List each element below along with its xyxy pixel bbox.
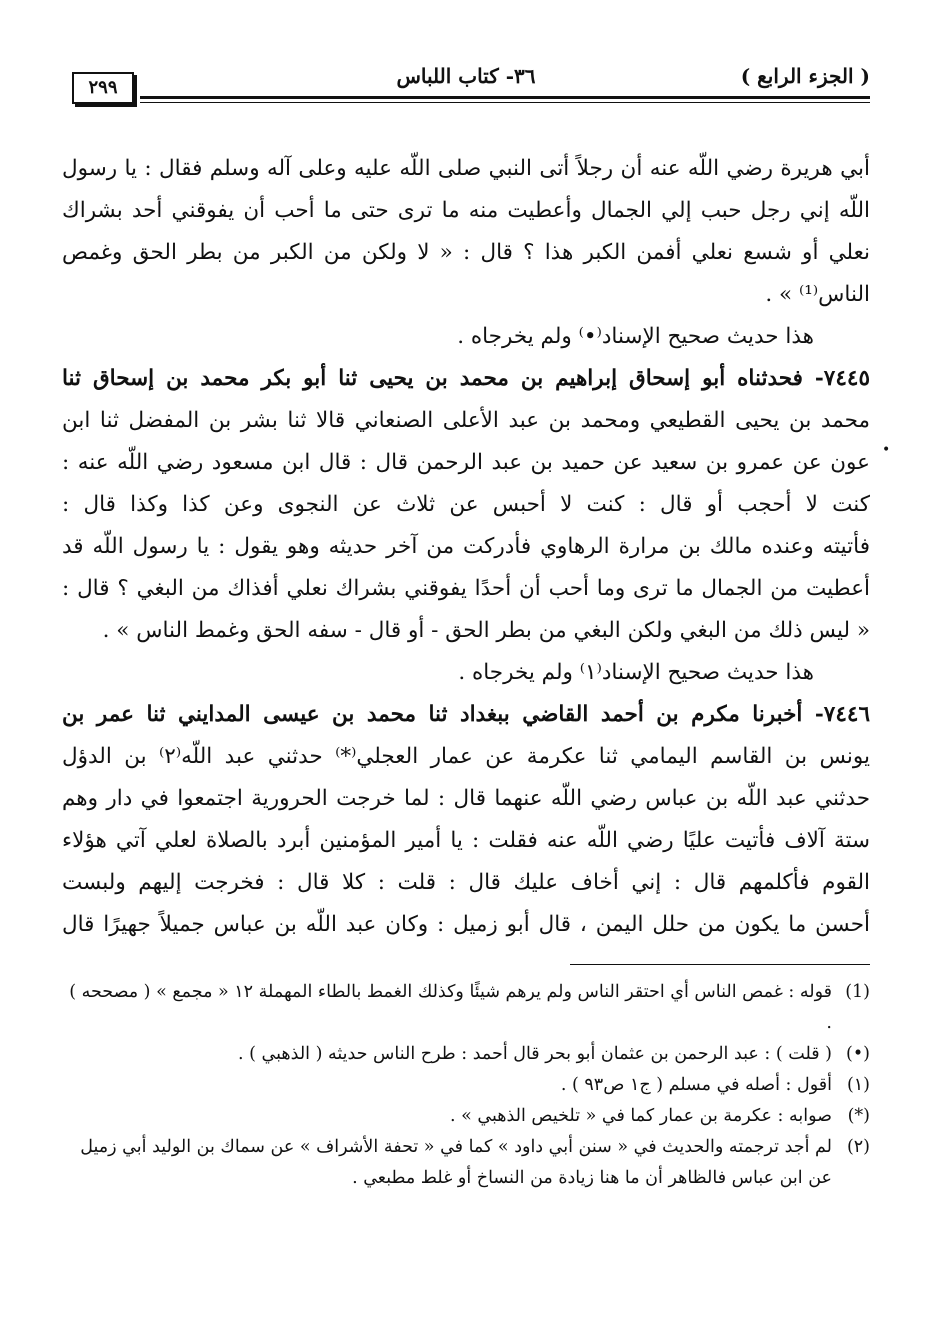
- text-line: يونس بن القاسم اليمامي ثنا عكرمة عن عمار العجلي⁽*⁾ حدثني عبد اللّه⁽٢⁾ بن الدؤل: [62, 744, 870, 769]
- footnote-mark: (•): [846, 1044, 870, 1064]
- text-line: أعطيت من الجمال ما ترى وما أحب أن أحدًا يفوقني بشراك نعلي أفذاك من البغي ؟ قال :: [62, 576, 870, 601]
- text-line: هذا حديث صحيح الإسناد⁽•⁾ ولم يخرجاه .: [457, 324, 814, 349]
- footnote-mark: (١): [846, 1075, 870, 1095]
- footnote: [62, 977, 870, 1039]
- chapter-title: ٣٦- كتاب اللباس: [396, 64, 536, 88]
- text-line: كنت لا أحجب أو قال : كنت لا أحبس عن ثلاث عن النجوى وعن كذا وكذا قال :: [62, 492, 870, 517]
- text-line: هذا حديث صحيح الإسناد⁽١⁾ ولم يخرجاه .: [458, 660, 814, 685]
- page-number-box: ٢٩٩: [72, 72, 134, 104]
- footnote-mark: (٢): [846, 1137, 870, 1157]
- text-line: الناس⁽¹⁾ » .: [765, 282, 870, 307]
- footnote-mark: (*): [847, 1106, 870, 1126]
- footnote-text: قوله : غمص الناس أي احتقر الناس ولم يرهم شيئًا وكذلك الغمط بالطاء المهملة ١٢ « مجمع » ( مصححه ) .: [69, 982, 832, 1033]
- footnote: [62, 1132, 870, 1194]
- volume-label: ( الجزء الرابع ): [740, 64, 870, 88]
- text-line: اللّه إني رجل حبب إلي الجمال وأعطيت منه ما ترى حتى ما أحب أن يفوقني أحد بشراك: [62, 198, 870, 223]
- text-line: حدثني عبد اللّه بن عباس رضي اللّه عنهما قال : لما خرجت الحرورية اجتمعوا في دار وهم: [62, 786, 870, 811]
- footnote-separator: [570, 964, 870, 965]
- footnote: [62, 1070, 870, 1101]
- main-text: [62, 148, 870, 946]
- footnote-text: أقول : أصله في مسلم ( ج١ ص٩٣ ) .: [560, 1075, 832, 1095]
- text-line: القوم فأكلمهم قال : إني أخاف عليك قال : قلت : كلا قال : فخرجت إليهم ولبست: [62, 870, 870, 895]
- text-line: « ليس ذلك من البغي ولكن البغي من بطر الحق - أو قال - سفه الحق وغمط الناس » .: [102, 618, 870, 643]
- margin-dot: •: [882, 442, 891, 458]
- footnotes: [62, 977, 870, 1194]
- text-line: محمد بن يحيى القطيعي ومحمد بن عبد الأعلى الصنعاني قالا ثنا بشر بن المفضل ثنا ابن: [62, 408, 870, 433]
- footnote: [62, 1101, 870, 1132]
- text-line: نعلي أو شسع نعلي أفمن الكبر هذا ؟ قال : « لا ولكن من الكبر من بطر الحق وغمص: [62, 240, 870, 265]
- text-line: أحسن ما يكون من حلل اليمن ، قال أبو زميل : وكان عبد اللّه بن عباس جميلاً جهيرًا قال: [62, 912, 870, 937]
- text-line: فأتيته وعنده مالك بن مرارة الرهاوي فأدركت من آخر حديثه وهو يقول : يا رسول اللّه قد: [62, 534, 870, 559]
- hadith-7445-start: ٧٤٤٥- فحدثناه أبو إسحاق إبراهيم بن محمد بن يحيى ثنا أبو بكر محمد بن إسحاق ثنا: [62, 366, 870, 391]
- text-line: عون عن عمرو بن سعيد عن حميد بن عبد الرحمن قال : قال ابن مسعود رضي اللّه عنه :: [62, 450, 870, 475]
- page-header: [62, 58, 870, 98]
- footnote-text: صوابه : عكرمة بن عمار كما في « تلخيص الذهبي » .: [449, 1106, 832, 1126]
- header-rule-thick: [140, 96, 870, 99]
- text-line: ستة آلاف فأتيت عليًا رضي اللّه عنه فقلت : يا أمير المؤمنين أبرد بالصلاة لعلي آتي هؤلاء: [62, 828, 870, 853]
- header-rule-thin: [140, 102, 870, 103]
- book-page: [62, 58, 870, 1194]
- footnote-mark: (1): [845, 982, 870, 1002]
- footnote: [62, 1039, 870, 1070]
- footnote-text: ( قلت ) : عبد الرحمن بن عثمان أبو بحر قال أحمد : طرح الناس حديثه ( الذهبي ) .: [238, 1044, 832, 1064]
- text-line: أبي هريرة رضي اللّه عنه أن رجلاً أتى النبي صلى اللّه عليه وعلى آله وسلم فقال : يا رسول: [62, 156, 870, 181]
- hadith-7446-start: ٧٤٤٦- أخبرنا مكرم بن أحمد القاضي ببغداد ثنا محمد بن عيسى المدايني ثنا عمر بن: [62, 702, 870, 727]
- footnote-text: لم أجد ترجمته والحديث في « سنن أبي داود » كما في « تحفة الأشراف » عن سماك بن الوليد أبي زميل عن ابن عباس فالظاهر أن ما هنا زيادة من النساخ أو غلط مطبعي .: [80, 1137, 832, 1188]
